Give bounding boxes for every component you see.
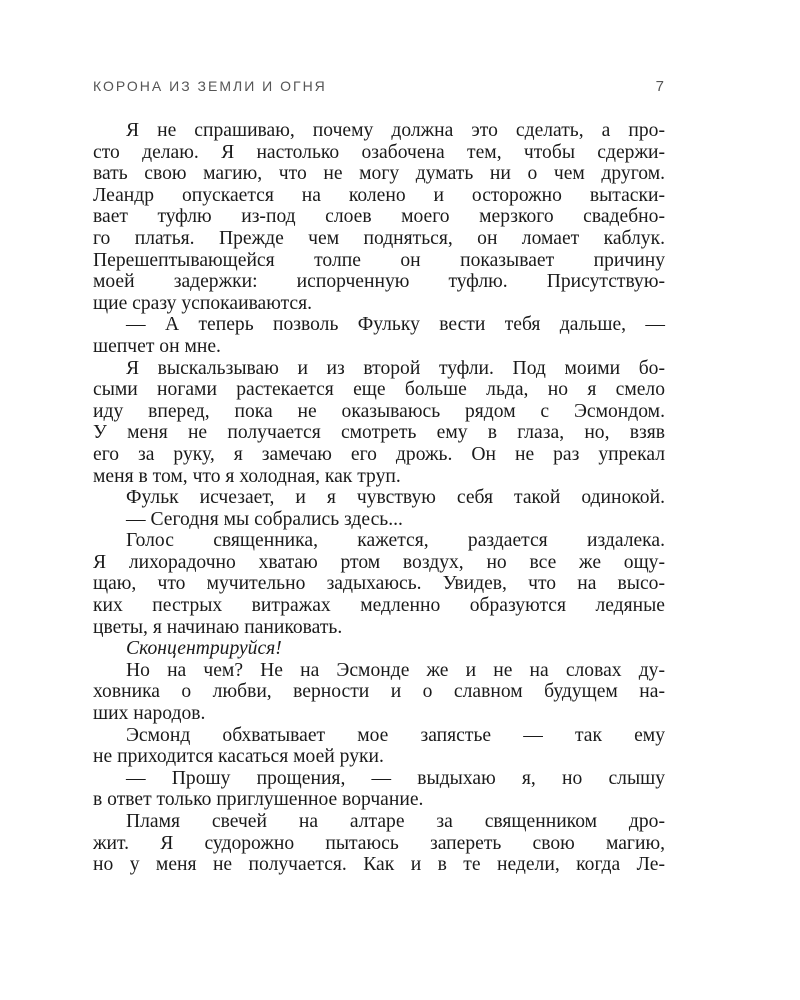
text-line: Эсмонд обхватывает мое запястье — так ему <box>126 724 665 746</box>
body-text <box>93 120 665 876</box>
text-line: ших народов. <box>93 703 206 725</box>
text-line: сто делаю. Я настолько озабочена тем, чтобы сдержи- <box>93 141 665 163</box>
text-line: сыми ногами растекается еще больше льда, но я смело <box>93 379 665 401</box>
text-line: Пламя свечей на алтаре за священником дро- <box>126 811 665 832</box>
text-line: жит. Я судорожно пытаюсь запереть свою магию, <box>93 832 665 854</box>
text-line: вает туфлю из-под слоев моего мерзкого свадебно- <box>93 206 665 228</box>
text-line: не приходится касаться моей руки. <box>93 746 384 768</box>
text-line: шепчет он мне. <box>93 335 221 357</box>
text-line: в ответ только приглушенное ворчание. <box>93 789 424 811</box>
text-line: — Прошу прощения, — выдыхаю я, но слышу <box>126 767 665 789</box>
text-line: его за руку, я замечаю его дрожь. Он не раз упрекал <box>93 443 665 465</box>
text-line: — Сегодня мы собрались здесь... <box>126 508 403 530</box>
text-line: Голос священника, кажется, раздается издалека. <box>126 530 665 552</box>
text-line: Я лихорадочно хватаю ртом воздух, но все же ощу- <box>93 551 665 573</box>
book-title: КОРОНА ИЗ ЗЕМЛИ И ОГНЯ <box>93 78 327 94</box>
running-header <box>93 78 664 95</box>
text-line: щие сразу успокаиваются. <box>93 292 313 314</box>
text-line: Я не спрашиваю, почему должна это сделать, а про- <box>126 120 665 141</box>
text-line: иду вперед, пока не оказываюсь рядом с Эсмондом. <box>93 400 665 422</box>
text-line: У меня не получается смотреть ему в глаза, но, взяв <box>93 422 665 444</box>
emphasis-line: Сконцентрируйся! <box>126 638 282 660</box>
text-line: цветы, я начинаю паниковать. <box>93 616 343 638</box>
text-line: но у меня не получается. Как и в те недели, когда Ле- <box>93 854 665 876</box>
text-line: вать свою магию, что не могу думать ни о чем другом. <box>93 163 665 185</box>
text-line: меня в том, что я холодная, как труп. <box>93 465 401 487</box>
text-line: Перешептывающейся толпе он показывает причину <box>93 249 665 271</box>
text-line: Но на чем? Не на Эсмонде же и не на словах ду- <box>126 659 665 681</box>
text-line: ких пестрых витражах медленно образуются ледяные <box>93 595 665 617</box>
text-line: ховника о любви, верности и о славном будущем на- <box>93 681 665 703</box>
text-line: щаю, что мучительно задыхаюсь. Увидев, что на высо- <box>93 573 665 595</box>
text-line: Я выскальзываю и из второй туфли. Под моими бо- <box>126 357 665 379</box>
text-line: моей задержки: испорченную туфлю. Присутствую- <box>93 271 665 293</box>
text-line: — А теперь позволь Фульку вести тебя дальше, — <box>126 314 665 336</box>
text-line: Фульк исчезает, и я чувствую себя такой одинокой. <box>126 487 665 509</box>
text-line: Леандр опускается на колено и осторожно вытаски- <box>93 184 665 206</box>
text-line: го платья. Прежде чем подняться, он ломает каблук. <box>93 227 665 249</box>
page-number: 7 <box>655 78 664 95</box>
